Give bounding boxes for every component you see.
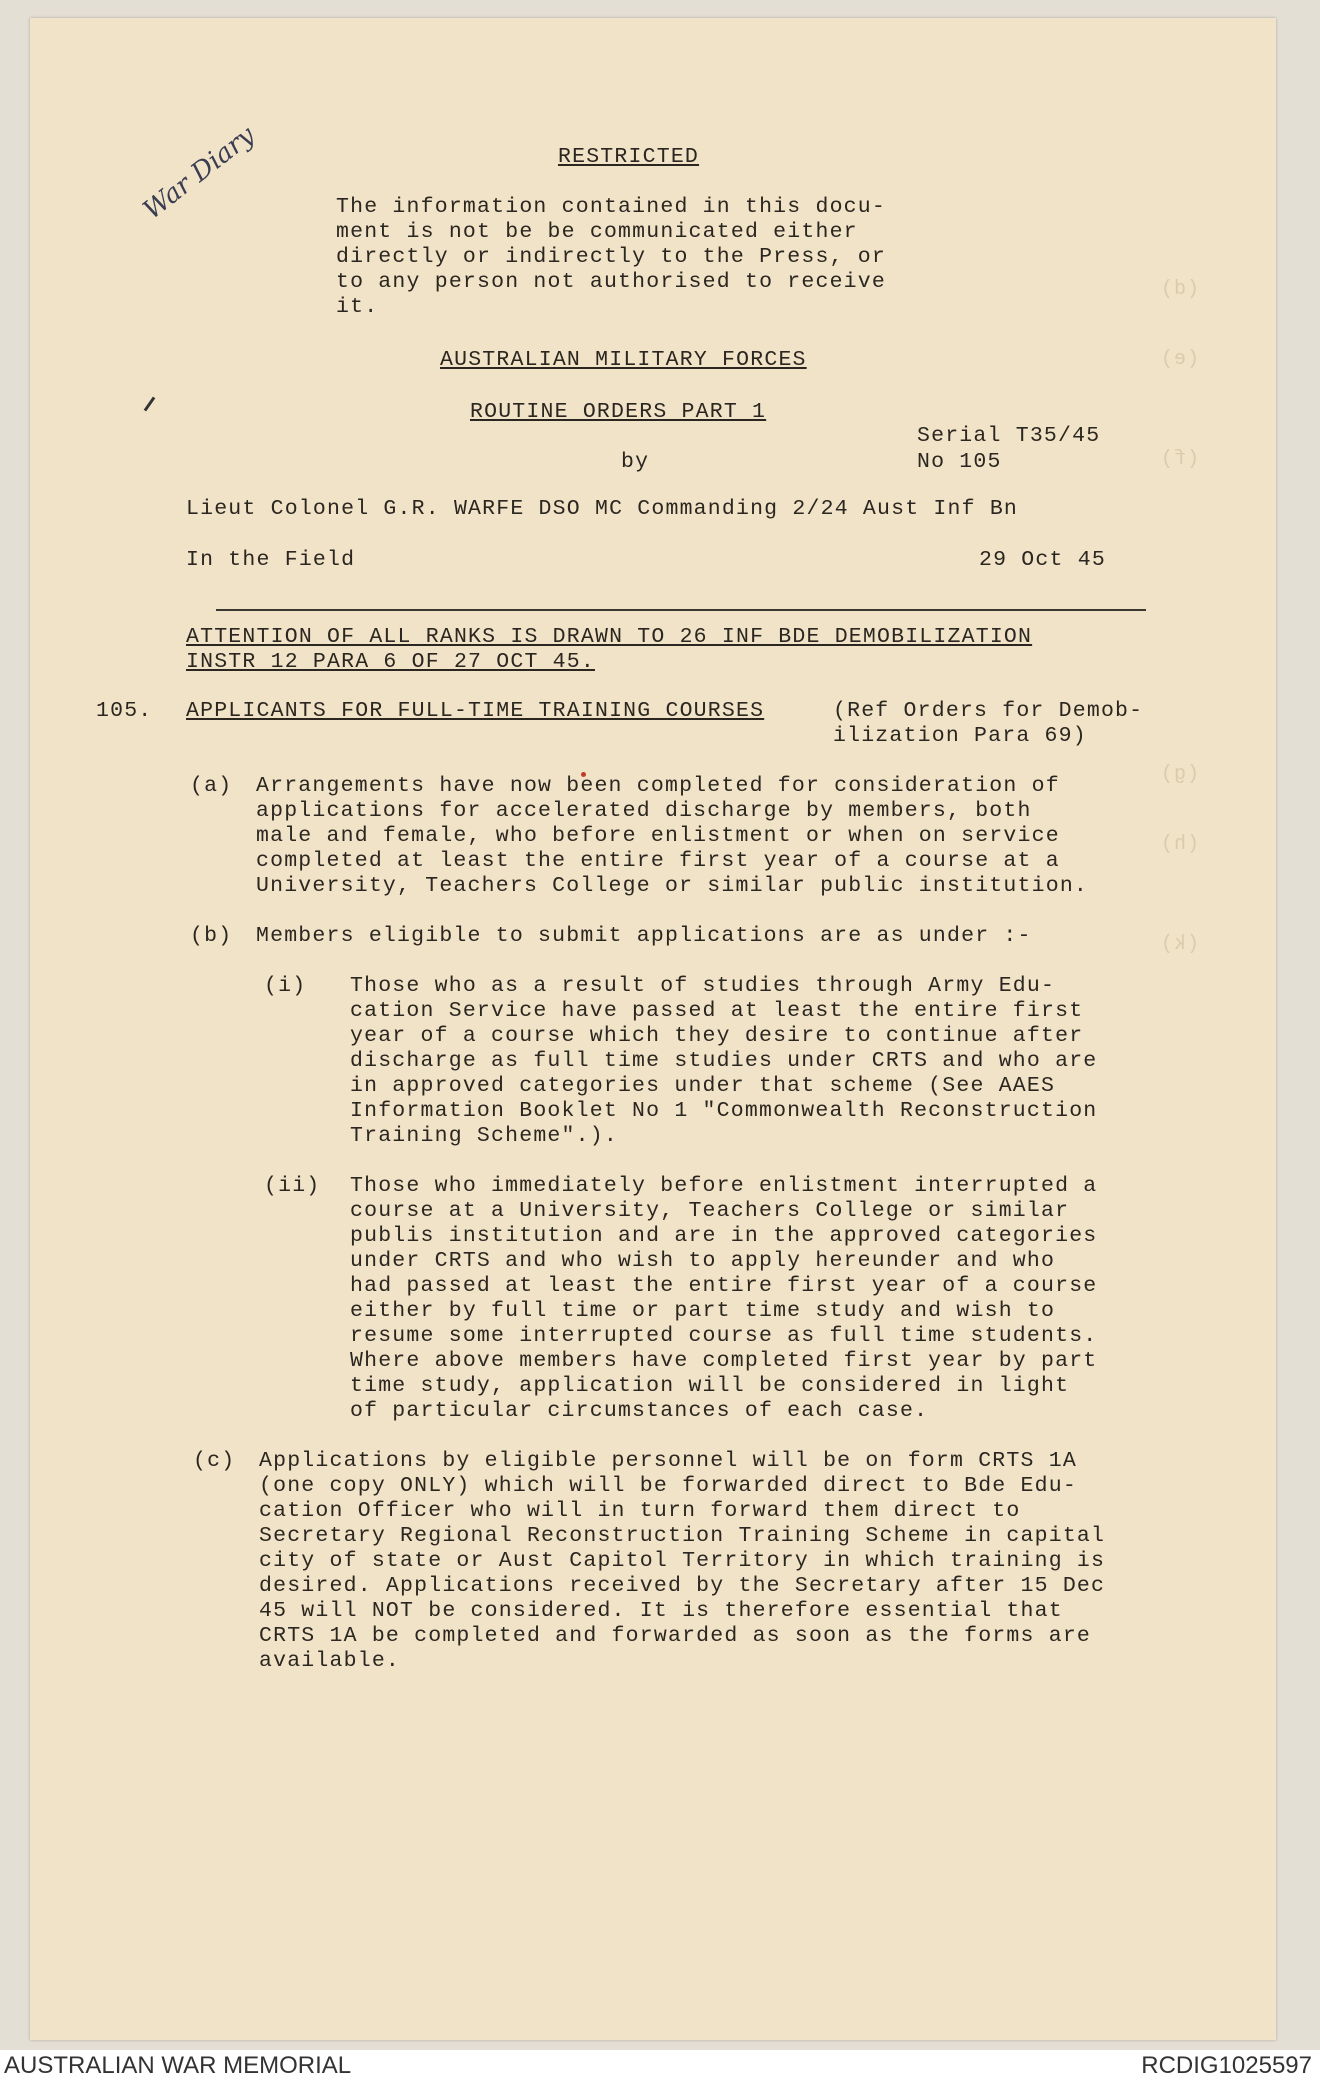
paragraph-b: Members eligible to submit applications are as under :- [256, 924, 1032, 948]
document-page [30, 18, 1276, 2040]
paragraph-label-a: (a) [190, 774, 233, 798]
subparagraph-i: Those who as a result of studies through Army Edu- cation Service have passed at least the entire first year of a course which they desire to continue after discharge as full time studies under CRTS and who are in approved categories under that scheme (See AAES Information Booklet No 1 "Commonwealth Reconstruction Training Scheme".). [350, 974, 1098, 1148]
bleed-through-mark: (h) [1160, 833, 1200, 856]
order-number: No 105 [917, 450, 1002, 474]
order-title: ROUTINE ORDERS PART 1 [470, 400, 767, 424]
classification-heading: RESTRICTED [558, 145, 700, 169]
order-date: 29 Oct 45 [979, 548, 1106, 572]
record-id: RCDIG1025597 [1141, 2052, 1312, 2079]
paragraph-c: Applications by eligible personnel will be on form CRTS 1A (one copy ONLY) which will be forwarded direct to Bde Edu- cation Officer who will in turn forward them direct to Secretary Regional Reconstruction Training Scheme in capital city of state or Aust Capitol Territory in which training is desired. Applications received by the Secretary after 15 Dec 45 will NOT be considered. It is therefore essential that CRTS 1A be completed and forwarded as soon as the forms are available. [259, 1449, 1106, 1673]
location: In the Field [186, 548, 356, 572]
archive-footer [0, 2050, 1320, 2082]
commander-line: Lieut Colonel G.R. WARFE DSO MC Commanding 2/24 Aust Inf Bn [186, 497, 1019, 521]
subparagraph-ii: Those who immediately before enlistment interrupted a course at a University, Teachers College or similar publis institution and are in the approved categories under CRTS and who wish to apply hereunder and who had passed at least the entire first year of a course either by full time or part time study and wish to resume some interrupted course as full time students. Where above members have completed first year by part time study, application will be considered in light of particular circumstances of each case. [350, 1174, 1098, 1423]
paragraph-label-c: (c) [193, 1449, 236, 1473]
force-heading: AUSTRALIAN MILITARY FORCES [440, 348, 807, 372]
paragraph-a: Arrangements have now been completed for consideration of applications for accelerated discharge by members, both male and female, who before enlistment or when on service completed at least the entire first year of a course at a University, Teachers College or similar public institution. [256, 774, 1089, 898]
bleed-through-mark: (g) [1160, 763, 1200, 786]
restriction-notice: The information contained in this docu- ment is not be be communicated either directly or indirectly to the Press, or to any person not authorised to receive it. [336, 195, 886, 319]
bleed-through-mark: (f) [1160, 448, 1200, 471]
subparagraph-label-ii: (ii) [264, 1174, 321, 1198]
paragraph-label-b: (b) [190, 924, 233, 948]
order-number-label: 105. [96, 699, 153, 723]
attention-notice: ATTENTION OF ALL RANKS IS DRAWN TO 26 INF BDE DEMOBILIZATION INSTR 12 PARA 6 OF 27 OCT 45. [186, 625, 1033, 674]
divider-rule [216, 609, 1146, 611]
bleed-through-mark: (d) [1160, 278, 1200, 301]
bleed-through-mark: (k) [1160, 933, 1200, 956]
order-reference: (Ref Orders for Demob- ilization Para 69) [833, 699, 1144, 748]
handwritten-annotation: War Diary [137, 120, 261, 226]
pen-mark [144, 397, 156, 412]
order-heading: APPLICANTS FOR FULL-TIME TRAINING COURSES [186, 699, 765, 723]
serial-number: Serial T35/45 [917, 424, 1101, 448]
subparagraph-label-i: (i) [264, 974, 307, 998]
by-line: by [621, 450, 650, 474]
bleed-through-mark: (e) [1160, 348, 1200, 371]
archive-name: AUSTRALIAN WAR MEMORIAL [4, 2052, 352, 2079]
